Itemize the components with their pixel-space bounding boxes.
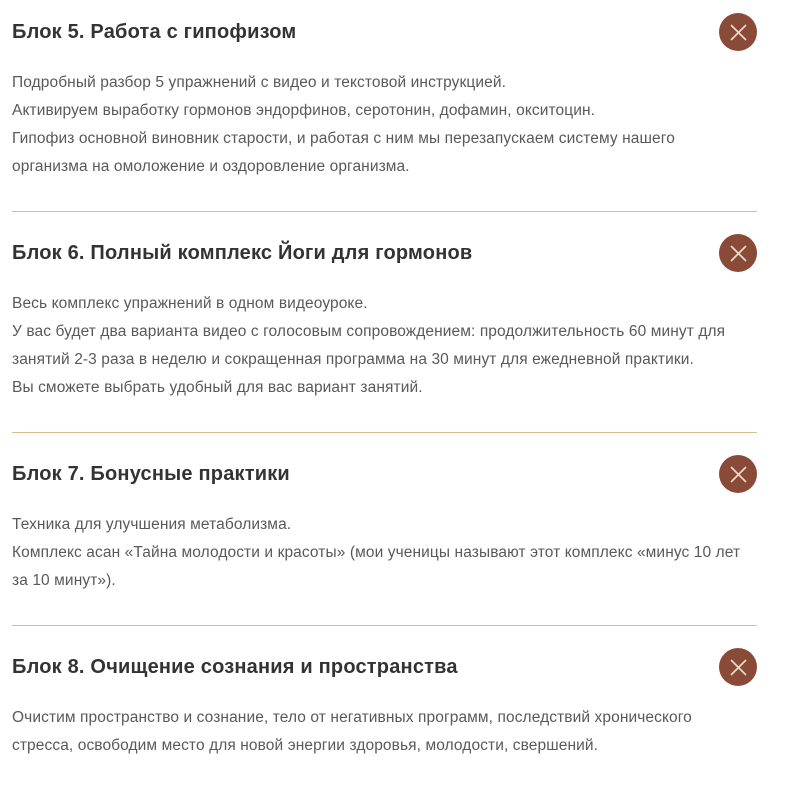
paragraph: Весь комплекс упражнений в одном видеоуроке. — [12, 295, 368, 312]
block-description — [12, 69, 757, 181]
block-divider — [12, 432, 757, 433]
block-title: Блок 5. Работа с гипофизом — [12, 21, 297, 43]
block-title: Блок 8. Очищение сознания и пространства — [12, 656, 458, 678]
collapse-block-button[interactable] — [719, 13, 757, 51]
paragraph: Техника для улучшения метаболизма. — [12, 516, 292, 533]
course-block — [12, 455, 757, 626]
course-block — [12, 648, 757, 760]
block-divider — [12, 625, 757, 626]
block-description — [12, 704, 757, 760]
block-header[interactable] — [12, 13, 757, 51]
block-header[interactable] — [12, 455, 757, 493]
course-block — [12, 234, 757, 433]
block-divider — [12, 211, 757, 212]
paragraph: Комплекс асан «Тайна молодости и красоты» (мои ученицы называют этот комплекс «минус 10 лет за 10 минут»). — [12, 544, 741, 589]
block-title: Блок 6. Полный комплекс Йоги для гормонов — [12, 242, 473, 264]
block-description — [12, 290, 757, 402]
collapse-block-button[interactable] — [719, 648, 757, 686]
block-description — [12, 511, 757, 595]
close-icon — [730, 245, 747, 262]
block-title: Блок 7. Бонусные практики — [12, 463, 290, 485]
paragraph: Очистим пространство и сознание, тело от негативных программ, последствий хронического стресса, освободим место для новой энергии здоровья, молодости, свершений. — [12, 709, 692, 754]
block-header[interactable] — [12, 234, 757, 272]
collapse-block-button[interactable] — [719, 455, 757, 493]
collapse-block-button[interactable] — [719, 234, 757, 272]
close-icon — [730, 24, 747, 41]
block-header[interactable] — [12, 648, 757, 686]
close-icon — [730, 659, 747, 676]
paragraph: Активируем выработку гормонов эндорфинов, серотонин, дофамин, окситоцин. — [12, 102, 596, 119]
paragraph: Вы сможете выбрать удобный для вас вариант занятий. — [12, 379, 423, 396]
paragraph: Гипофиз основной виновник старости, и работая с ним мы перезапускаем систему нашего организма на омоложение и оздоровление организма. — [12, 130, 675, 175]
paragraph: У вас будет два варианта видео с голосовым сопровождением: продолжительность 60 минут для занятий 2-3 раза в неделю и сокращенная программа на 30 минут для ежедневной практики. — [12, 323, 726, 368]
close-icon — [730, 466, 747, 483]
paragraph: Подробный разбор 5 упражнений с видео и текстовой инструкцией. — [12, 74, 507, 91]
course-block — [12, 13, 757, 212]
